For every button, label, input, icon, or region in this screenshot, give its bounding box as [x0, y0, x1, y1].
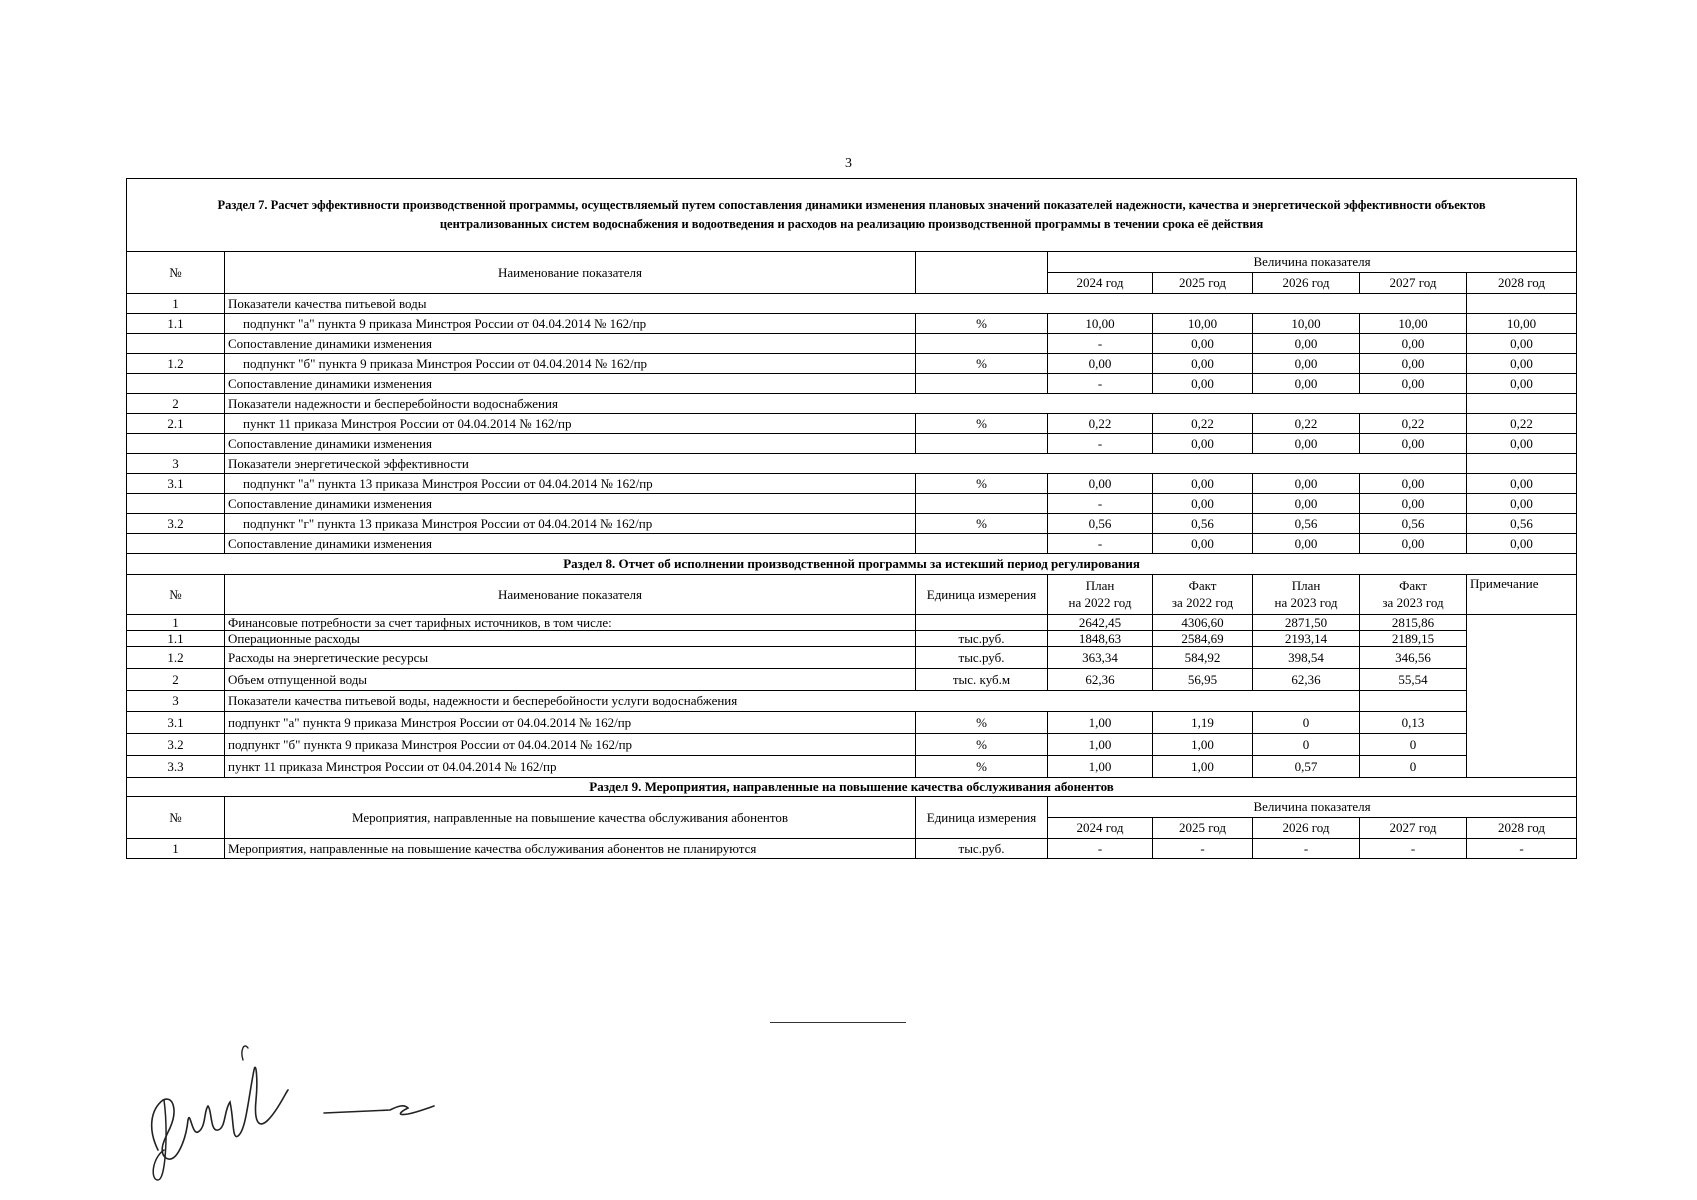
value-cell: 346,56 — [1360, 647, 1467, 669]
value-cell: 55,54 — [1360, 669, 1467, 691]
row-number: 1.2 — [127, 354, 225, 374]
value-cell: 1,00 — [1048, 734, 1153, 756]
period-header — [1360, 575, 1467, 615]
row-name: подпункт "а" пункта 9 приказа Минстроя России от 04.04.2014 № 162/пр — [225, 712, 916, 734]
section7-row — [127, 534, 1577, 554]
value-cell: 0,00 — [1048, 354, 1153, 374]
row-number: 3.2 — [127, 734, 225, 756]
value-cell — [1467, 294, 1577, 314]
value-cell: 0,13 — [1360, 712, 1467, 734]
col-name-header: Наименование показателя — [225, 252, 916, 294]
unit-cell: % — [916, 756, 1048, 778]
value-cell: 0,00 — [1360, 354, 1467, 374]
unit-cell: тыс.руб. — [916, 631, 1048, 647]
section7-title: Раздел 7. Расчет эффективности производственной программы, осуществляемый путем сопоставления динамики изменения плановых значений показателей надежности, качества и энергетической эффективности объектов централизованных систем водоснабжения и водоотведения и расходов на реализацию производственной программы в течении срока её действия — [127, 179, 1577, 252]
value-cell: 0,00 — [1467, 334, 1577, 354]
unit-cell: тыс.руб. — [916, 839, 1048, 859]
value-cell: 0,00 — [1360, 534, 1467, 554]
row-number: 3.3 — [127, 756, 225, 778]
value-cell: 0,00 — [1253, 374, 1360, 394]
section9-row — [127, 839, 1577, 859]
value-cell: 0,00 — [1253, 334, 1360, 354]
value-cell: 0,00 — [1153, 334, 1253, 354]
section8-row — [127, 756, 1577, 778]
col-value-header: Величина показателя — [1048, 797, 1577, 818]
value-cell — [1360, 691, 1467, 712]
value-cell: 0,00 — [1253, 534, 1360, 554]
value-cell: 0,00 — [1153, 474, 1253, 494]
section8-title-row — [127, 554, 1577, 575]
unit-cell: % — [916, 734, 1048, 756]
period-header — [1153, 575, 1253, 615]
value-cell: 0,00 — [1360, 334, 1467, 354]
value-cell: 398,54 — [1253, 647, 1360, 669]
handwritten-signature — [128, 1040, 438, 1190]
row-name: подпункт "б" пункта 9 приказа Минстроя России от 04.04.2014 № 162/пр — [225, 354, 916, 374]
row-number: 3.2 — [127, 514, 225, 534]
value-cell: 0,00 — [1153, 494, 1253, 514]
value-cell: 2642,45 — [1048, 615, 1153, 631]
col-name-header: Наименование показателя — [225, 575, 916, 615]
row-name: Показатели энергетической эффективности — [225, 454, 1467, 474]
row-name: Финансовые потребности за счет тарифных источников, в том числе: — [225, 615, 916, 631]
unit-cell: тыс. куб.м — [916, 669, 1048, 691]
value-cell — [1467, 454, 1577, 474]
value-cell: 0,00 — [1253, 434, 1360, 454]
unit-cell — [916, 615, 1048, 631]
value-cell: - — [1048, 334, 1153, 354]
value-cell: 0,56 — [1253, 514, 1360, 534]
value-cell: - — [1153, 839, 1253, 859]
value-cell: 363,34 — [1048, 647, 1153, 669]
year-header: 2027 год — [1360, 818, 1467, 839]
value-cell: 0,00 — [1153, 434, 1253, 454]
period-header — [1253, 575, 1360, 615]
value-cell: 2871,50 — [1253, 615, 1360, 631]
row-number: 3 — [127, 691, 225, 712]
section7-row — [127, 374, 1577, 394]
period-header-line-2: на 2023 год — [1274, 595, 1338, 610]
section8-row — [127, 691, 1577, 712]
value-cell: 10,00 — [1253, 314, 1360, 334]
value-cell: 0,00 — [1153, 374, 1253, 394]
value-cell: 1,00 — [1153, 756, 1253, 778]
section7-row — [127, 414, 1577, 434]
value-cell: 1,19 — [1153, 712, 1253, 734]
section8-header-row — [127, 575, 1577, 615]
period-header — [1048, 575, 1153, 615]
col-no-header: № — [127, 575, 225, 615]
unit-cell: % — [916, 314, 1048, 334]
section7-row — [127, 314, 1577, 334]
value-cell: 0,00 — [1360, 374, 1467, 394]
unit-cell: % — [916, 514, 1048, 534]
value-cell: 0,22 — [1253, 414, 1360, 434]
value-cell: 0,00 — [1360, 434, 1467, 454]
value-cell: 10,00 — [1048, 314, 1153, 334]
value-cell: 4306,60 — [1153, 615, 1253, 631]
col-note-header: Примечание — [1467, 575, 1577, 615]
row-name: подпункт "а" пункта 9 приказа Минстроя России от 04.04.2014 № 162/пр — [225, 314, 916, 334]
value-cell: 0,56 — [1048, 514, 1153, 534]
period-header-line-2: за 2022 год — [1171, 595, 1234, 610]
section8-row — [127, 647, 1577, 669]
value-cell: 0,00 — [1360, 474, 1467, 494]
value-cell: 0,00 — [1048, 474, 1153, 494]
row-name: Операционные расходы — [225, 631, 916, 647]
row-name: Расходы на энергетические ресурсы — [225, 647, 916, 669]
section7-header-row-1 — [127, 252, 1577, 273]
value-cell: 0,22 — [1467, 414, 1577, 434]
value-cell: - — [1253, 839, 1360, 859]
document-table — [126, 178, 1577, 859]
row-name: подпункт "а" пункта 13 приказа Минстроя России от 04.04.2014 № 162/пр — [225, 474, 916, 494]
unit-cell: % — [916, 414, 1048, 434]
row-name: подпункт "г" пункта 13 приказа Минстроя России от 04.04.2014 № 162/пр — [225, 514, 916, 534]
row-name: Показатели качества питьевой воды — [225, 294, 1467, 314]
unit-cell: % — [916, 474, 1048, 494]
row-name: Мероприятия, направленные на повышение качества обслуживания абонентов не планируются — [225, 839, 916, 859]
value-cell: 0 — [1360, 734, 1467, 756]
year-header: 2028 год — [1467, 818, 1577, 839]
row-number: 2 — [127, 394, 225, 414]
row-name: Сопоставление динамики изменения — [225, 334, 916, 354]
section7-row — [127, 434, 1577, 454]
year-header: 2024 год — [1048, 273, 1153, 294]
value-cell: 1848,63 — [1048, 631, 1153, 647]
value-cell: 0 — [1360, 756, 1467, 778]
section7-row — [127, 454, 1577, 474]
section9-title-row — [127, 778, 1577, 797]
value-cell: 0,00 — [1253, 474, 1360, 494]
value-cell: 56,95 — [1153, 669, 1253, 691]
value-cell: 0 — [1253, 712, 1360, 734]
section8-title: Раздел 8. Отчет об исполнении производственной программы за истекший период регулирования — [127, 554, 1577, 575]
value-cell: 0,56 — [1153, 514, 1253, 534]
row-number: 1 — [127, 615, 225, 631]
value-cell: 1,00 — [1048, 712, 1153, 734]
col-unit-header: Единица измерения — [916, 797, 1048, 839]
value-cell: 584,92 — [1153, 647, 1253, 669]
row-number: 1.1 — [127, 631, 225, 647]
value-cell: 62,36 — [1048, 669, 1153, 691]
col-unit-header — [916, 252, 1048, 294]
value-cell: 2193,14 — [1253, 631, 1360, 647]
row-name: Сопоставление динамики изменения — [225, 374, 916, 394]
footer-separator — [770, 1022, 906, 1023]
unit-cell — [916, 334, 1048, 354]
row-name: Показатели качества питьевой воды, надежности и бесперебойности услуги водоснабжения — [225, 691, 1360, 712]
year-header: 2027 год — [1360, 273, 1467, 294]
value-cell: 0,56 — [1360, 514, 1467, 534]
value-cell: 0,56 — [1467, 514, 1577, 534]
section7-row — [127, 394, 1577, 414]
value-cell: - — [1360, 839, 1467, 859]
row-number: 3.1 — [127, 712, 225, 734]
row-number: 1 — [127, 294, 225, 314]
value-cell: 0,22 — [1360, 414, 1467, 434]
value-cell: - — [1048, 534, 1153, 554]
unit-cell — [916, 494, 1048, 514]
section7-row — [127, 334, 1577, 354]
row-name: Сопоставление динамики изменения — [225, 494, 916, 514]
col-no-header: № — [127, 797, 225, 839]
row-name: Показатели надежности и бесперебойности водоснабжения — [225, 394, 1467, 414]
value-cell: 10,00 — [1153, 314, 1253, 334]
value-cell: 10,00 — [1360, 314, 1467, 334]
row-number: 1.2 — [127, 647, 225, 669]
value-cell: 0,00 — [1153, 354, 1253, 374]
section7-row — [127, 514, 1577, 534]
value-cell: 0 — [1253, 734, 1360, 756]
value-cell: 0,00 — [1360, 494, 1467, 514]
value-cell — [1467, 394, 1577, 414]
value-cell: 0,00 — [1467, 534, 1577, 554]
value-cell: 10,00 — [1467, 314, 1577, 334]
unit-cell: % — [916, 712, 1048, 734]
row-number: 3.1 — [127, 474, 225, 494]
value-cell: 0,00 — [1467, 434, 1577, 454]
period-header-line-1: План — [1291, 578, 1321, 594]
row-number: 1.1 — [127, 314, 225, 334]
value-cell: 2189,15 — [1360, 631, 1467, 647]
row-number — [127, 534, 225, 554]
period-header-line-1: Факт — [1188, 578, 1217, 594]
section8-row — [127, 734, 1577, 756]
row-name: Сопоставление динамики изменения — [225, 434, 916, 454]
period-header-line-1: План — [1085, 578, 1115, 594]
period-header-line-1: Факт — [1399, 578, 1427, 594]
value-cell: 0,00 — [1467, 354, 1577, 374]
col-no-header: № — [127, 252, 225, 294]
section9-header-row-1 — [127, 797, 1577, 818]
year-header: 2028 год — [1467, 273, 1577, 294]
row-number: 2 — [127, 669, 225, 691]
value-cell: 1,00 — [1153, 734, 1253, 756]
value-cell: - — [1048, 839, 1153, 859]
period-header-line-2: на 2022 год — [1068, 595, 1132, 610]
value-cell: 0,00 — [1153, 534, 1253, 554]
value-cell: 0,00 — [1467, 374, 1577, 394]
year-header: 2026 год — [1253, 273, 1360, 294]
row-name: Сопоставление динамики изменения — [225, 534, 916, 554]
year-header: 2026 год — [1253, 818, 1360, 839]
section7-row — [127, 474, 1577, 494]
value-cell: 0,00 — [1467, 474, 1577, 494]
period-header-line-2: за 2023 год — [1382, 595, 1444, 610]
row-name: пункт 11 приказа Минстроя России от 04.04.2014 № 162/пр — [225, 756, 916, 778]
value-cell: 0,00 — [1467, 494, 1577, 514]
section8-row — [127, 669, 1577, 691]
section8-row — [127, 615, 1577, 631]
row-number — [127, 374, 225, 394]
row-name: пункт 11 приказа Минстроя России от 04.04.2014 № 162/пр — [225, 414, 916, 434]
row-number — [127, 434, 225, 454]
col-value-header: Величина показателя — [1048, 252, 1577, 273]
year-header: 2025 год — [1153, 818, 1253, 839]
row-number — [127, 494, 225, 514]
section9-title: Раздел 9. Мероприятия, направленные на повышение качества обслуживания абонентов — [127, 778, 1577, 797]
row-number: 2.1 — [127, 414, 225, 434]
value-cell: 0,22 — [1153, 414, 1253, 434]
unit-cell — [916, 374, 1048, 394]
value-cell: 0,00 — [1253, 494, 1360, 514]
row-number: 1 — [127, 839, 225, 859]
section7-row — [127, 354, 1577, 374]
section8-row — [127, 712, 1577, 734]
section7-row — [127, 294, 1577, 314]
unit-cell: % — [916, 354, 1048, 374]
value-cell: - — [1048, 374, 1153, 394]
row-name: подпункт "б" пункта 9 приказа Минстроя России от 04.04.2014 № 162/пр — [225, 734, 916, 756]
value-cell: 0,00 — [1253, 354, 1360, 374]
value-cell: - — [1048, 494, 1153, 514]
row-number: 3 — [127, 454, 225, 474]
col-name-header: Мероприятия, направленные на повышение качества обслуживания абонентов — [225, 797, 916, 839]
value-cell: - — [1467, 839, 1577, 859]
col-unit-header: Единица измерения — [916, 575, 1048, 615]
year-header: 2025 год — [1153, 273, 1253, 294]
value-cell: 1,00 — [1048, 756, 1153, 778]
note-cell — [1467, 615, 1577, 778]
unit-cell — [916, 434, 1048, 454]
value-cell: 2584,69 — [1153, 631, 1253, 647]
unit-cell — [916, 534, 1048, 554]
unit-cell: тыс.руб. — [916, 647, 1048, 669]
value-cell: 0,57 — [1253, 756, 1360, 778]
page-number: 3 — [845, 156, 852, 171]
value-cell: - — [1048, 434, 1153, 454]
year-header: 2024 год — [1048, 818, 1153, 839]
value-cell: 2815,86 — [1360, 615, 1467, 631]
section8-row — [127, 631, 1577, 647]
value-cell: 62,36 — [1253, 669, 1360, 691]
value-cell: 0,22 — [1048, 414, 1153, 434]
row-name: Объем отпущенной воды — [225, 669, 916, 691]
section7-row — [127, 494, 1577, 514]
row-number — [127, 334, 225, 354]
